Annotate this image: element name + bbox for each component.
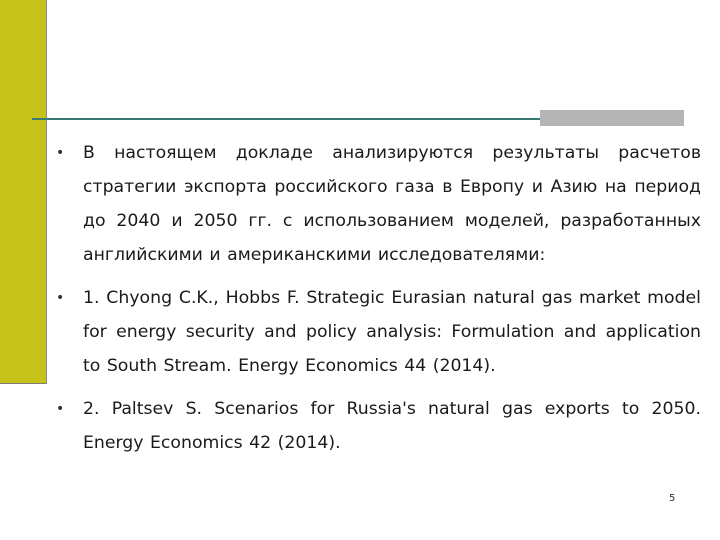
page-number: 5: [669, 493, 676, 504]
decorative-gray-block: [540, 110, 684, 126]
slide-body: [56, 136, 701, 469]
left-accent-bar: [0, 0, 46, 384]
bullet-text: 2. Paltsev S. Scenarios for Russia's natural gas exports to 2050. Energy Economics 42 (2014).: [83, 399, 701, 453]
bullet-item: [56, 392, 701, 460]
left-bar-bottom-line: [0, 383, 46, 384]
bullet-marker: •: [56, 401, 65, 417]
bullet-item: [56, 136, 701, 272]
bullet-marker: •: [56, 145, 65, 161]
bullet-marker: •: [56, 290, 65, 306]
bullet-item: [56, 281, 701, 383]
bullet-text: В настоящем докладе анализируются результаты расчетов стратегии экспорта российского газа в Европу и Азию на период до 2040 и 2050 гг. с использованием моделей, разработанных английскими и американскими исследователями:: [83, 143, 701, 265]
bullet-text: 1. Chyong C.K., Hobbs F. Strategic Eurasian natural gas market model for energy security and policy analysis: Formulation and application to South Stream. Energy Economics 44 (2014).: [83, 288, 701, 376]
left-bar-edge-line: [46, 0, 47, 384]
